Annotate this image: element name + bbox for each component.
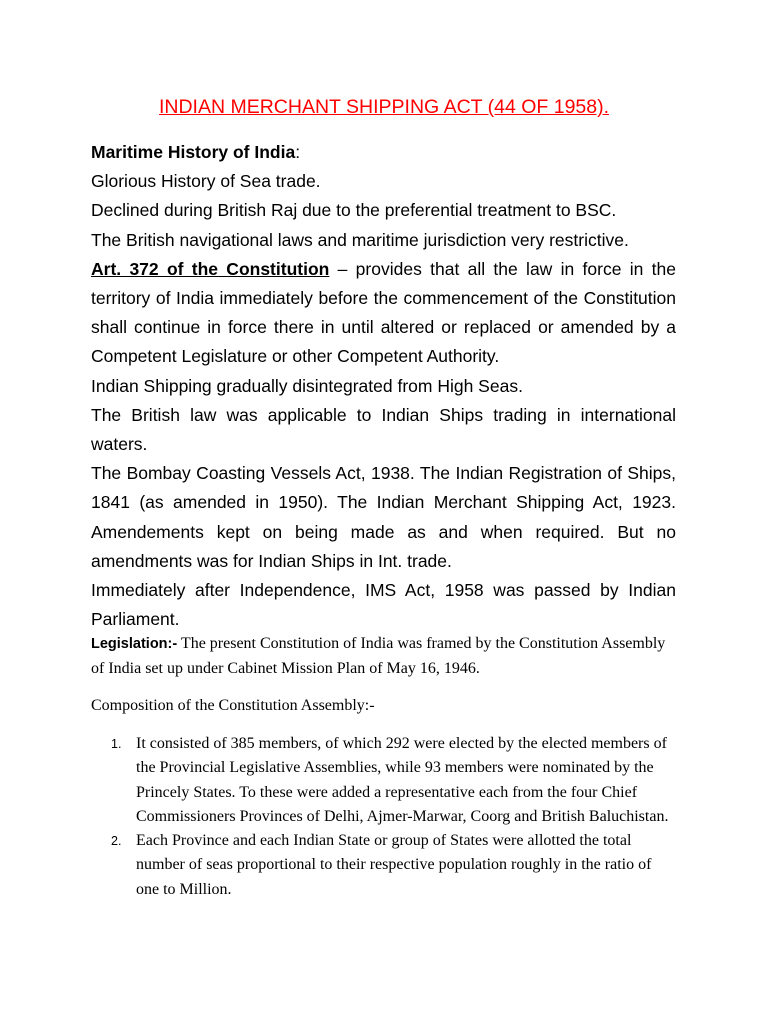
paragraph-british-law: The British law was applicable to Indian Ships trading in international waters. [91,404,676,455]
list-item [91,829,676,902]
maritime-heading-colon: : [295,142,301,162]
paragraph-art-372 [91,255,676,372]
maritime-heading-line [91,138,676,167]
art-372-text: – provides that all the law in force in the territory of India immediately before the commencement of the Constitution shall continue in force there in until altered or replaced or amended by a Competent Legislature or other Competent Authority. [91,258,676,367]
paragraph-disintegrated: Indian Shipping gradually disintegrated from High Seas. [91,375,523,396]
maritime-heading: Maritime History of India [91,142,296,162]
list-item-number: 2. [111,834,122,849]
maritime-history-section [91,138,676,634]
list-item-text: It consisted of 385 members, of which 292 were elected by the elected members of the Provincial Legislative Assemblies, while 93 members were nominated by the Princely States. To these were added a representative each from the four Chief Commissioners Provinces of Delhi, Ajmer-Marwar, Coorg and British Baluchistan. [136,735,669,825]
legislation-label: Legislation:- [91,636,178,652]
list-item-text: Each Province and each Indian State or group of States were allotted the total number of seas proportional to their respective population roughly in the ratio of one to Million. [136,832,652,898]
paragraph-acts: The Bombay Coasting Vessels Act, 1938. The Indian Registration of Ships, 1841 (as amended in 1950). The Indian Merchant Shipping Act, 1923. Amendements kept on being made as and when required. But no amendments was for Indian Ships in Int. trade. [91,463,676,571]
composition-heading: Composition of the Constitution Assembly:- [91,697,375,714]
document-title: INDIAN MERCHANT SHIPPING ACT (44 OF 1958). [158,96,610,118]
composition-list [91,732,676,902]
art-372-label: Art. 372 of the Constitution [91,258,330,279]
paragraph-british-raj: Declined during British Raj due to the preferential treatment to BSC. [91,200,617,221]
list-item-number: 1. [111,737,122,751]
legislation-paragraph [91,632,676,681]
paragraph-sea-trade: Glorious History of Sea trade. [91,171,321,192]
legislation-text: The present Constitution of India was framed by the Constitution Assembly of India set up under Cabinet Mission Plan of May 16, 1946. [91,635,666,677]
list-item [91,732,676,829]
paragraph-independence: Immediately after Independence, IMS Act, 1958 was passed by Indian Parliament. [91,580,676,630]
paragraph-navigational-laws: The British navigational laws and maritime jurisdiction very restrictive. [91,229,629,250]
